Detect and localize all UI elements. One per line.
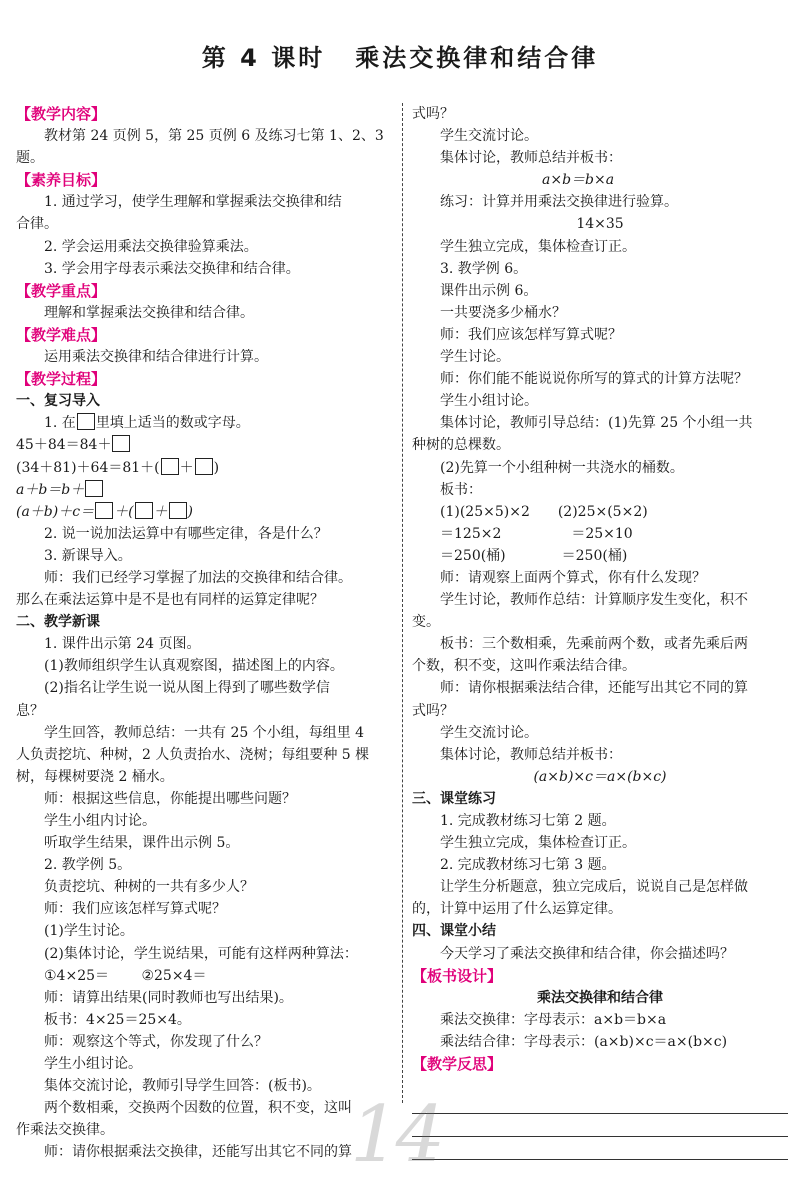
text-line: 师：我们应该怎样写算式呢？ xyxy=(44,901,226,918)
text-line: 师：请你根据乘法结合律，还能写出其它不同的算 xyxy=(440,680,748,697)
equation-text: ) xyxy=(213,459,220,476)
calculation-line: ＝125×2 ＝25×10 xyxy=(440,525,633,542)
text-line: 变。 xyxy=(412,614,440,631)
column-divider xyxy=(402,103,404,1103)
text-line: 学生独立完成，集体检查订正。 xyxy=(440,835,636,852)
reflection-writing-lines xyxy=(412,1091,788,1160)
text-line: 1. 完成教材练习七第 2 题。 xyxy=(440,813,616,829)
writing-line xyxy=(412,1114,788,1137)
text-line: 听取学生结果，课件出示例 5。 xyxy=(44,835,240,852)
text-line: (1)教师组织学生认真观察图，描述图上的内容。 xyxy=(44,658,344,675)
text-line: 息？ xyxy=(16,702,44,719)
blank-box xyxy=(161,458,179,475)
lesson-number: 第 4 课时 xyxy=(201,44,326,72)
blank-box xyxy=(169,502,187,519)
equation-text: ＋ xyxy=(179,459,194,476)
section-label-reflection: 【教学反思】 xyxy=(412,1055,503,1074)
text-line: 式吗？ xyxy=(412,702,454,719)
calculation-line: ＝250(桶) ＝250(桶) xyxy=(440,547,628,564)
text-line: 课件出示例 6。 xyxy=(440,282,538,299)
board-line-commutative: 乘法交换律：字母表示：a×b＝b×a xyxy=(440,1011,667,1028)
board-line-associative: 乘法结合律：字母表示：(a×b)×c＝a×(b×c) xyxy=(440,1033,728,1050)
right-column xyxy=(412,103,788,1160)
text-line: 题。 xyxy=(16,150,44,167)
text-line: 理解和掌握乘法交换律和结合律。 xyxy=(44,304,254,321)
equation-line xyxy=(16,479,396,501)
text-line: 1. 课件出示第 24 页图。 xyxy=(44,636,201,653)
question-line xyxy=(16,412,396,434)
equation-line xyxy=(16,434,396,456)
text-line: 师：请观察上面两个算式，你有什么发现？ xyxy=(440,569,706,586)
text-line: 师：你们能不能说说你所写的算式的计算方法呢？ xyxy=(440,371,748,388)
text-line: 学生交流讨论。 xyxy=(440,128,538,145)
text-line: 集体讨论，教师总结并板书： xyxy=(440,150,622,167)
text-line: (2)指名让学生说一说从图上得到了哪些数学信 xyxy=(44,680,330,697)
subheading-summary: 四、课堂小结 xyxy=(412,923,496,940)
text-line: 树，每棵树要浇 2 桶水。 xyxy=(16,768,174,785)
text-line: 学生小组讨论。 xyxy=(44,1056,142,1073)
section-label-process: 【教学过程】 xyxy=(16,370,107,389)
equation-text: ＋ xyxy=(153,503,168,520)
text-line: 集体讨论，教师引导总结：(1)先算 25 个小组一共 xyxy=(440,415,753,432)
text-line: 让学生分析题意，独立完成后，说说自己是怎样做 xyxy=(440,879,748,896)
text-line: 师：观察这个等式，你发现了什么？ xyxy=(44,1033,268,1050)
lesson-title: 乘法交换律和结合律 xyxy=(355,44,599,72)
text-line: 人负责挖坑、种树，2 人负责抬水、浇树；每组要种 5 棵 xyxy=(16,746,370,763)
text-fragment: 里填上适当的数或字母。 xyxy=(95,415,250,432)
text-line: 个数，积不变，这叫作乘法结合律。 xyxy=(412,658,636,675)
subheading-practice: 三、课堂练习 xyxy=(412,790,496,807)
text-line: (2)先算一个小组种树一共浇水的桶数。 xyxy=(440,459,684,476)
equation-text: (a＋b)＋c＝ xyxy=(16,503,95,520)
text-line: 学生回答，教师总结：一共有 25 个小组，每组里 4 xyxy=(44,724,365,741)
blank-box xyxy=(77,413,95,430)
text-line: 运用乘法交换律和结合律进行计算。 xyxy=(44,349,268,366)
text-line: 集体交流讨论，教师引导学生回答：(板书)。 xyxy=(44,1078,321,1095)
text-line: 作乘法交换律。 xyxy=(16,1122,114,1139)
text-line: 3. 教学例 6。 xyxy=(440,260,528,277)
text-line: 2. 学会运用乘法交换律验算乘法。 xyxy=(44,238,258,255)
text-line: (2)集体讨论，学生说结果，可能有这样两种算法： xyxy=(44,945,358,962)
section-label-difficulties: 【教学难点】 xyxy=(16,325,107,344)
equation-line xyxy=(16,501,396,523)
equation-text: (34＋81)＋64＝81＋( xyxy=(16,459,160,476)
formula-line: (a×b)×c＝a×(b×c) xyxy=(533,768,667,785)
formula-line: a×b＝b×a xyxy=(542,172,615,189)
section-label-goals: 【素养目标】 xyxy=(16,171,107,190)
text-line: 师：我们已经学习掌握了加法的交换律和结合律。 xyxy=(44,569,352,586)
text-line: 式吗？ xyxy=(412,106,454,122)
text-line: 练习：计算并用乘法交换律进行验算。 xyxy=(440,194,678,211)
text-line: 一共要浇多少桶水？ xyxy=(440,304,566,321)
text-line: (1)学生讨论。 xyxy=(44,923,134,940)
text-line: 的，计算中运用了什么运算定律。 xyxy=(412,901,622,918)
writing-line xyxy=(412,1091,788,1114)
text-line: 学生小组讨论。 xyxy=(440,393,538,410)
text-line: 师：请你根据乘法交换律，还能写出其它不同的算 xyxy=(44,1144,352,1161)
text-line: ①4×25＝ ②25×4＝ xyxy=(44,967,207,984)
text-line: 学生讨论，教师作总结：计算顺序发生变化，积不 xyxy=(440,592,748,609)
text-line: 学生讨论。 xyxy=(440,349,510,366)
writing-line xyxy=(412,1137,788,1160)
subheading-new-lesson: 二、教学新课 xyxy=(16,614,100,631)
text-line: 板书：三个数相乘，先乘前两个数，或者先乘后两 xyxy=(440,636,748,653)
board-design-title: 乘法交换律和结合律 xyxy=(537,989,663,1006)
text-line: 两个数相乘，交换两个因数的位置，积不变，这叫 xyxy=(44,1100,352,1117)
text-line: 教材第 24 页例 5，第 25 页例 6 及练习七第 1、2、3 xyxy=(44,128,384,145)
equation-line xyxy=(16,457,396,479)
section-label-board-design: 【板书设计】 xyxy=(412,966,503,985)
text-fragment: 1. 在 xyxy=(44,415,76,432)
blank-box xyxy=(95,502,113,519)
subheading-review: 一、复习导入 xyxy=(16,393,100,410)
text-line: 3. 新课导入。 xyxy=(44,547,132,564)
page-title xyxy=(0,38,800,73)
text-line: 2. 完成教材练习七第 3 题。 xyxy=(440,857,616,874)
text-line: 板书：4×25＝25×4。 xyxy=(44,1011,191,1028)
equation-text: 45＋84＝84＋ xyxy=(16,437,112,454)
text-line: 师：根据这些信息，你能提出哪些问题？ xyxy=(44,790,296,807)
text-line: 2. 教学例 5。 xyxy=(44,857,132,874)
text-line: 集体讨论，教师总结并板书： xyxy=(440,746,622,763)
blank-box xyxy=(135,502,153,519)
text-line: 种树的总棵数。 xyxy=(412,437,510,454)
text-line: 1. 通过学习，使学生理解和掌握乘法交换律和结 xyxy=(44,194,342,211)
equation-text: a＋b＝b＋ xyxy=(16,481,85,498)
text-line: 那么在乘法运算中是不是也有同样的运算定律呢？ xyxy=(16,592,324,609)
text-line: 师：我们应该怎样写算式呢？ xyxy=(440,326,622,343)
text-line: 师：请算出结果(同时教师也写出结果)。 xyxy=(44,989,293,1006)
text-line: 学生小组内讨论。 xyxy=(44,813,156,829)
text-line: 2. 说一说加法运算中有哪些定律，各是什么？ xyxy=(44,525,328,542)
blank-box xyxy=(195,458,213,475)
equation-text: ) xyxy=(187,503,194,520)
text-line: 板书： xyxy=(440,481,482,498)
text-line: 负责挖坑、种树的一共有多少人？ xyxy=(44,879,254,896)
blank-box xyxy=(85,480,103,497)
equation-text: ＋( xyxy=(114,503,134,520)
left-column xyxy=(16,103,396,1164)
blank-box xyxy=(112,435,130,452)
calculation-line: (1)(25×5)×2 (2)25×(5×2) xyxy=(440,503,648,520)
text-line: 合律。 xyxy=(16,216,58,233)
section-label-content: 【教学内容】 xyxy=(16,105,107,123)
text-line: 3. 学会用字母表示乘法交换律和结合律。 xyxy=(44,260,300,277)
formula-line: 14×35 xyxy=(576,216,624,233)
section-label-key-points: 【教学重点】 xyxy=(16,281,107,300)
text-line: 学生交流讨论。 xyxy=(440,724,538,741)
page-number: 14 xyxy=(350,1090,442,1180)
text-line: 今天学习了乘法交换律和结合律，你会描述吗？ xyxy=(440,945,734,962)
text-line: 学生独立完成，集体检查订正。 xyxy=(440,238,636,255)
